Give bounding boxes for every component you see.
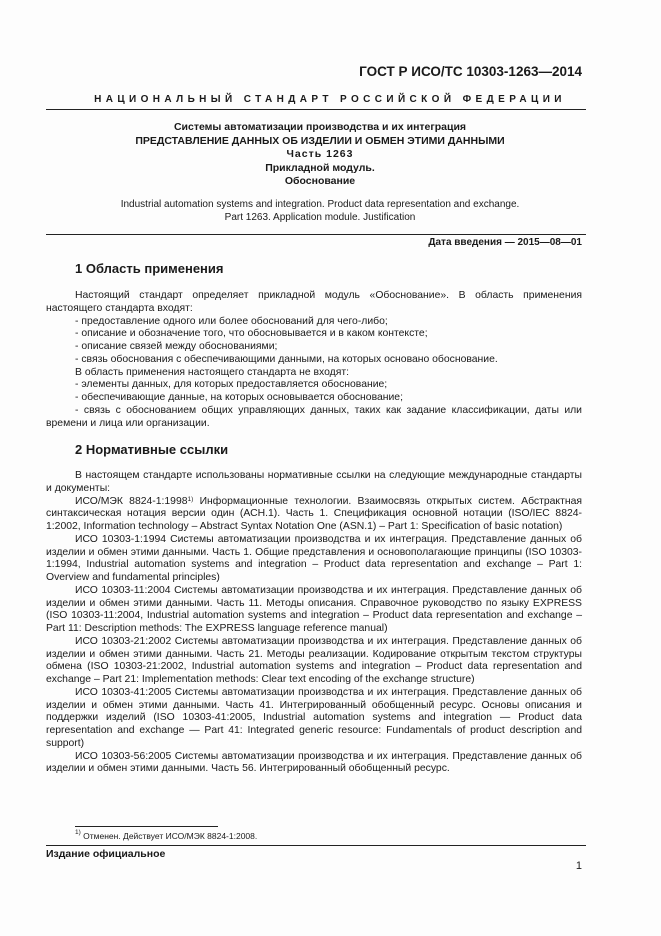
reference-entry: ИСО 10303-56:2005 Системы автоматизации производства и их интеграция. Представление данных об изделии и обмен этими данными. Часть 56. Интегрированный обобщенный ресурс.: [46, 750, 582, 775]
footnote-marker: 1): [187, 495, 194, 503]
intro-rule: [46, 234, 586, 235]
footnote-text: Отменен. Действует ИСО/МЭК 8824-1:2008.: [80, 831, 258, 841]
header-rule: [46, 109, 586, 110]
list-item: - описание связей между обоснованиями;: [75, 341, 278, 352]
document-number: ГОСТ Р ИСО/ТС 10303-1263—2014: [359, 64, 582, 79]
title-line-4: Прикладной модуль.: [265, 161, 375, 174]
footnote: [75, 831, 257, 841]
title-part: Часть 1263: [286, 148, 354, 160]
introduction-date: Дата введения — 2015—08—01: [428, 237, 582, 248]
reference-entry: ИСО 10303-1:1994 Системы автоматизации производства и их интеграция. Представление данных об изделии и обмен этими данными. Часть 1. Общие представления и основополагающие принципы (ISO 10303-1:1994, Industrial automation systems and integration – Product data representation and exchange – Part 1: Overview and fundamental principles): [46, 533, 582, 583]
reference-entry: ИСО 10303-11:2004 Системы автоматизации производства и их интеграция. Представление данных об изделии и обмен этими данными. Часть 11. Методы описания. Справочное руководство по языку EXPRESS (ISO 10303-11:2004, Industrial automation systems and integration – Product data representation and exchange – Part 11: Description methods: The EXPRESS language reference manual): [46, 584, 582, 634]
list-item: - связь обоснования с обеспечивающими данными, на которых основано обоснование.: [75, 353, 498, 365]
list-item: - описание и обозначение того, что обосновывается и в каком контексте;: [75, 328, 428, 340]
title-line-5: Обоснование: [284, 175, 356, 187]
footer-rule: [46, 845, 586, 846]
paragraph: В настоящем стандарте использованы нормативные ссылки на следующие международные стандарты и документы:: [46, 470, 582, 494]
title-line-2: ПРЕДСТАВЛЕНИЕ ДАННЫХ ОБ ИЗДЕЛИИ И ОБМЕН ЭТИМИ ДАННЫМИ: [135, 134, 505, 147]
reference-entry: ИСО 10303-41:2005 Системы автоматизации производства и их интеграция. Представление данных об изделии и обмен этими данными. Часть 41. Интегрированный обобщенный ресурс. Основы описания и поддержки изделий (ISO 10303-41:2005, Industrial automation systems and integration — Product data representation and exchange — Part 41: Integrated generic resource: Fundamentals of product description and support): [46, 686, 582, 749]
english-title-line-2: Part 1263. Application module. Justification: [224, 212, 416, 223]
russian-title: [60, 121, 580, 189]
official-edition-label: Издание официальное: [46, 848, 166, 860]
english-title-line-1: Industrial automation systems and integration. Product data representation and exchange.: [120, 199, 520, 210]
section-2-heading: 2 Нормативные ссылки: [75, 442, 229, 457]
reference-code: ИСО/МЭК 8824-1:1998: [75, 495, 188, 507]
footnote-rule: [75, 826, 218, 827]
paragraph: Настоящий стандарт определяет прикладной модуль «Обоснование». В область применения настоящего стандарта входят:: [46, 290, 582, 314]
section-1-body: [46, 290, 582, 430]
paragraph: В область применения настоящего стандарта не входят:: [75, 366, 350, 378]
section-2-body: [46, 470, 582, 776]
national-standard-banner: НАЦИОНАЛЬНЫЙ СТАНДАРТ РОССИЙСКОЙ ФЕДЕРАЦИИ: [94, 94, 566, 105]
list-item: - связь с обоснованием общих управляющих данных, таких как задание классификации, даты или времени и лица или организации.: [46, 404, 582, 429]
reference-text: Информационные технологии. Взаимосвязь открытых систем. Абстрактная синтаксическая нотация версии один (АСН.1). Часть 1. Спецификация основной нотации (ISO/IEC 8824-1:2002, Information technology – Abstract Syntax Notation One (ASN.1) – Part 1: Specification of basic notation): [46, 495, 582, 532]
list-item: - обеспечивающие данные, на которых основывается обоснование;: [75, 392, 403, 403]
footnote-marker: 1): [75, 829, 81, 836]
english-title: [60, 198, 580, 224]
reference-entry: [46, 496, 582, 534]
list-item: - предоставление одного или более обоснований для чего-либо;: [75, 315, 388, 327]
list-item: - элементы данных, для которых предоставляется обоснование;: [75, 379, 388, 391]
section-1-heading: 1 Область применения: [75, 261, 224, 276]
page-number: 1: [575, 860, 582, 872]
title-line-1: Системы автоматизации производства и их интеграция: [173, 121, 467, 133]
reference-entry: ИСО 10303-21:2002 Системы автоматизации производства и их интеграция. Представление данных об изделии и обмен этими данными. Часть 21. Методы реализации. Кодирование открытым текстом структуры обмена (ISO 10303-21:2002, Industrial automation systems and integration – Product data representation and exchange – Part 21: Implementation methods: Clear text encoding of the exchange structure): [46, 635, 582, 685]
